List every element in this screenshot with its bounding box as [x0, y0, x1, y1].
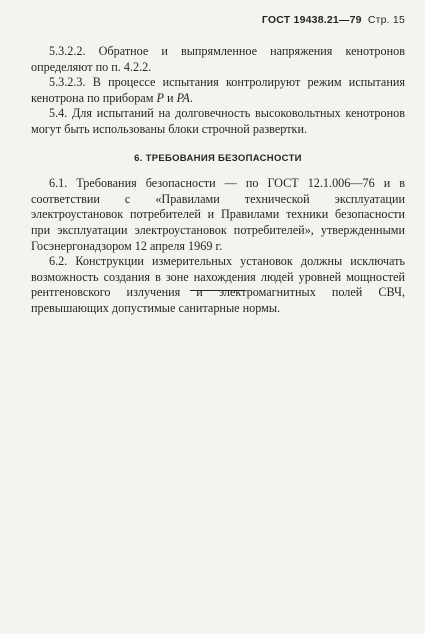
end-divider [190, 290, 245, 291]
paragraph-5-3-2-3-mid: и [163, 90, 177, 105]
page-header [262, 14, 405, 26]
page-number: Стр. 15 [367, 14, 405, 26]
paragraph-5-3-2-3 [31, 75, 405, 106]
instrument-p-label: P [156, 90, 164, 105]
standard-number: ГОСТ 19438.21—79 [261, 14, 362, 26]
paragraph-6-1: 6.1. Требования безопасности — по ГОСТ 12.1.006—76 и в соответствии с «Правилами технической эксплуатации электроустановок потребителей и Правилами техники безопасности при эксплуатации электроустановок потребителей», утвержденными Госэнергонадзором 12 апреля 1969 г. [31, 176, 405, 253]
paragraph-5-3-2-3-start: 5.3.2.3. В процессе испытания контролируют режим испытания кенотрона по приборам [31, 75, 405, 105]
paragraph-5-4: 5.4. Для испытаний на долговечность высоковольтных кенотронов могут быть использованы блоки строчной развертки. [31, 106, 405, 136]
body-text [31, 44, 405, 317]
instrument-pa-label: PA [176, 90, 190, 105]
section-heading-safety: 6. ТРЕБОВАНИЯ БЕЗОПАСНОСТИ [134, 152, 302, 164]
paragraph-5-3-2-2: 5.3.2.2. Обратное и выпрямленное напряжения кенотронов определяют по п. 4.2.2. [31, 44, 405, 74]
paragraph-6-2: 6.2. Конструкции измерительных установок должны исключать возможность создания в зоне нахождения людей уровней мощностей рентгеновского излучения и электромагнитных полей СВЧ, превышающих допустимые санитарные нормы. [31, 254, 405, 315]
paragraph-5-3-2-3-end: . [189, 90, 193, 105]
